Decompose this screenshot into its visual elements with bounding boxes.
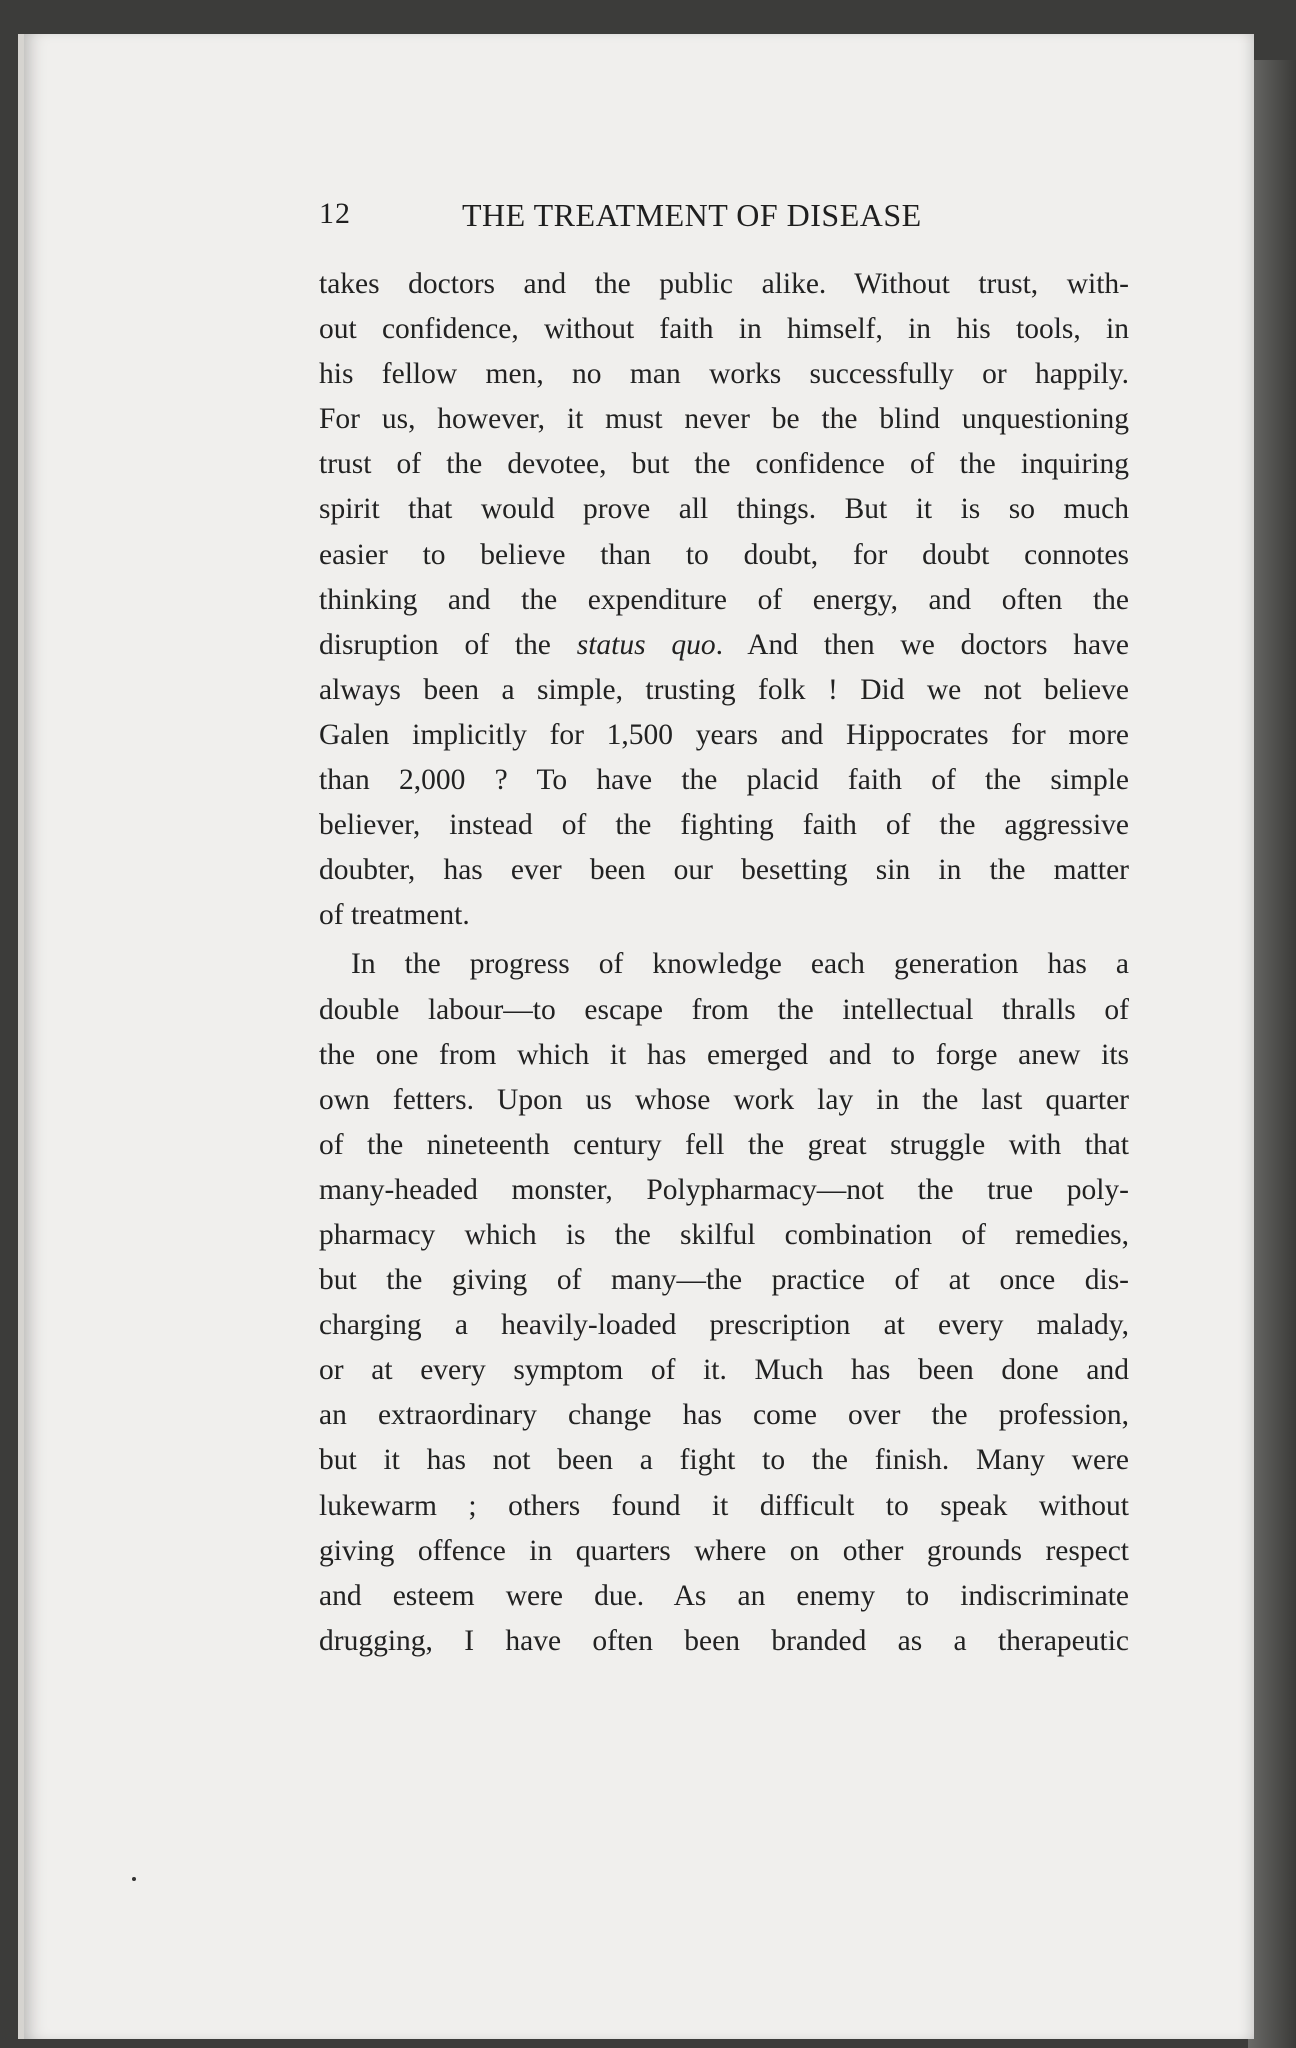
- text-line: an extraordinary change has come over the profession,: [319, 1399, 1129, 1432]
- text-line: always been a simple, trusting folk ! Did we not believe: [319, 673, 1129, 706]
- page-speck: [132, 1877, 136, 1881]
- text-line: the one from which it has emerged and to forge anew its: [319, 1038, 1129, 1071]
- status-quo-phrase: disruption of the status quo. And then we doctors have: [319, 628, 1129, 661]
- text-line-with-italic: [319, 623, 1129, 668]
- text-line: Galen implicitly for 1,500 years and Hippocrates for more: [319, 718, 1129, 751]
- paragraph: [319, 942, 1129, 1664]
- text-line: easier to believe than to doubt, for doubt connotes: [319, 538, 1129, 571]
- text-line: spirit that would prove all things. But it is so much: [319, 493, 1129, 526]
- text-line: out confidence, without faith in himself, in his tools, in: [319, 313, 1129, 346]
- text-line: or at every symptom of it. Much has been done and: [319, 1354, 1129, 1387]
- text-line: thinking and the expenditure of energy, and often the: [319, 583, 1129, 616]
- body-text: [319, 262, 1129, 1664]
- text-line: and esteem were due. As an enemy to indiscriminate: [319, 1579, 1129, 1612]
- text-line: of the nineteenth century fell the great struggle with that: [319, 1128, 1129, 1161]
- text-line: pharmacy which is the skilful combination of remedies,: [319, 1218, 1129, 1251]
- page-header: [319, 197, 1129, 241]
- text-line: double labour—to escape from the intellectual thralls of: [319, 993, 1129, 1026]
- text-line: many-headed monster, Polypharmacy—not the true poly-: [319, 1173, 1129, 1206]
- text-line: of treatment.: [319, 899, 470, 932]
- italic-phrase: status quo: [576, 628, 716, 661]
- page-number: 12: [319, 197, 351, 230]
- book-edge-shadow: [1248, 60, 1296, 2048]
- text-line: doubter, has ever been our besetting sin in the matter: [319, 854, 1129, 887]
- text-line: than 2,000 ? To have the placid faith of the simple: [319, 764, 1129, 797]
- text-line: lukewarm ; others found it difficult to speak without: [319, 1489, 1129, 1522]
- text-line: giving offence in quarters where on other grounds respect: [319, 1534, 1129, 1567]
- text-line: drugging, I have often been branded as a therapeutic: [319, 1624, 1129, 1657]
- text-line: believer, instead of the fighting faith of the aggressive: [319, 809, 1129, 842]
- text-line: own fetters. Upon us whose work lay in the last quarter: [319, 1083, 1129, 1116]
- text-line: his fellow men, no man works successfully or happily.: [319, 358, 1129, 391]
- text-line: but the giving of many—the practice of at once dis-: [319, 1264, 1129, 1297]
- running-title: THE TREATMENT OF DISEASE: [462, 197, 922, 233]
- text-line: but it has not been a fight to the finish. Many were: [319, 1444, 1129, 1477]
- text-line: trust of the devotee, but the confidence of the inquiring: [319, 448, 1129, 481]
- text-line: takes doctors and the public alike. Without trust, with-: [319, 268, 1129, 300]
- text-line: For us, however, it must never be the blind unquestioning: [319, 403, 1129, 436]
- text-line: charging a heavily-loaded prescription at every malady,: [319, 1309, 1129, 1342]
- paragraph: [319, 262, 1129, 938]
- text-line: In the progress of knowledge each generation has a: [351, 948, 1129, 981]
